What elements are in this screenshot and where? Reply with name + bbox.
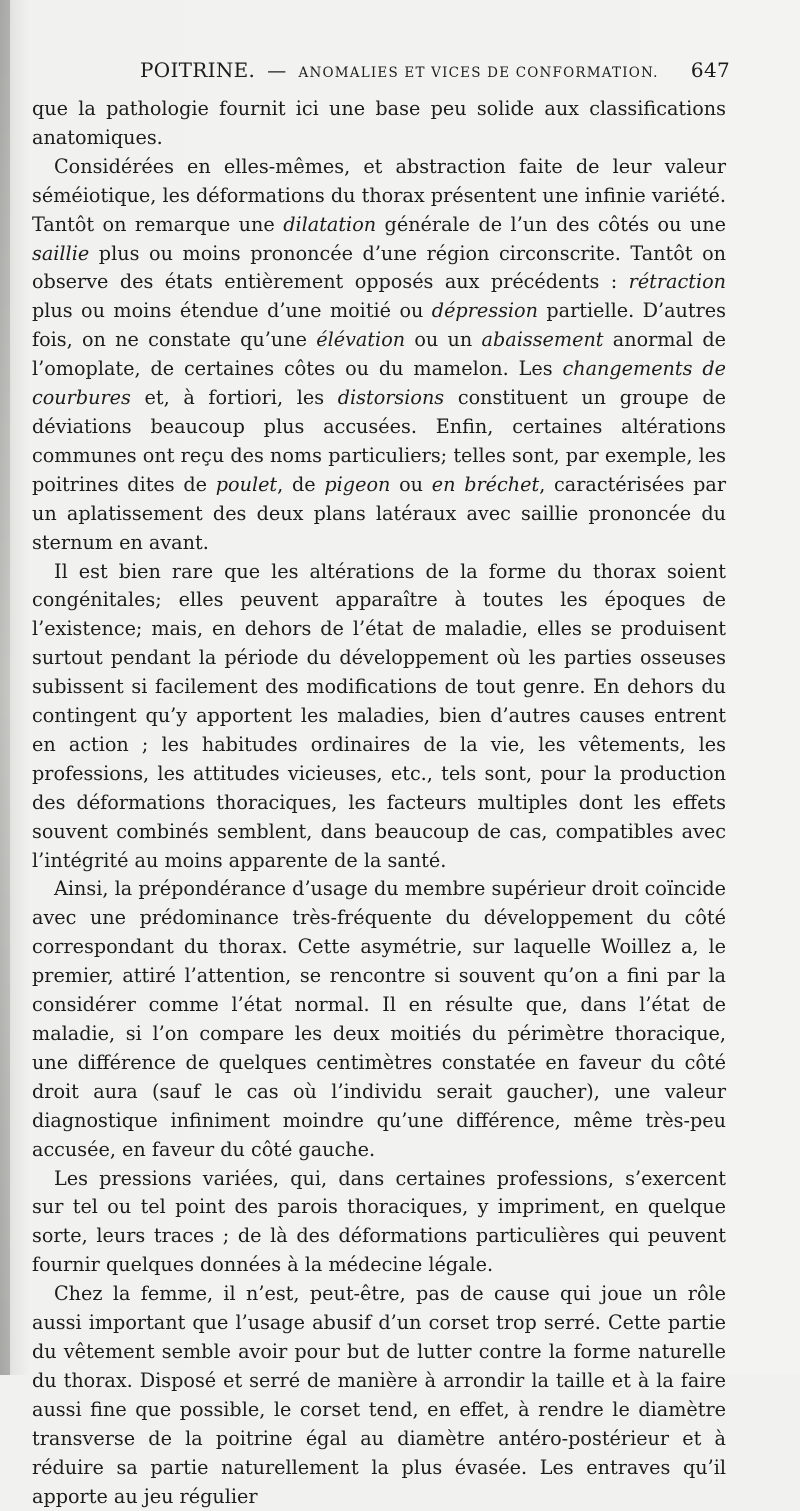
italic-term: distorsions (337, 386, 445, 410)
italic-term: dépression (431, 299, 538, 323)
paragraph (32, 153, 726, 558)
paragraph (32, 95, 726, 153)
text-run: ou un (405, 328, 482, 352)
italic-term: changements de courbures (32, 357, 726, 410)
paragraph (32, 1165, 726, 1281)
text-run: que la pathologie fournit ici une base peu solide aux classifications anatomiques. (32, 97, 726, 149)
text-run: Il est bien rare que les altérations de la forme du thorax soient congénitales; elles peuvent apparaître à toutes les époques de l’existence; mais, en dehors de l’état de maladie, elles se produisent surtout pendant la période du développement où les parties osseuses subissent si facilement des modifications de tout genre. En dehors du contingent qu’y apportent les maladies, bien d’autres causes entrent en action ; les habitudes ordinaires de la vie, les vêtements, les professions, les attitudes vicieuses, etc., tels sont, pour la production des déformations thoraciques, les facteurs multiples dont les effets souvent combinés semblent, dans beaucoup de cas, compatibles avec l’intégrité au moins apparente de la santé. (32, 559, 726, 872)
text-run: plus ou moins prononcée d’une région circonscrite. Tantôt on observe des états entièrement opposés aux précédents : (32, 241, 726, 294)
text-run: générale de l’un des côtés ou une (376, 212, 726, 236)
italic-term: en bréchet (431, 472, 540, 496)
text-run: Chez la femme, il n’est, peut-être, pas de cause qui joue un rôle aussi important que l’usage abusif d’un corset trop serré. Cette partie du vêtement semble avoir pour but de lutter contre la forme naturelle du thorax. Disposé et serré de manière à arrondir la taille et à la faire aussi fine que possible, le corset tend, en effet, à rendre le diamètre transverse de la poitrine égal au diamètre antéro-postérieur et à réduire sa partie naturellement la plus évasée. Les entraves qu’il apporte au jeu régulier (32, 1282, 726, 1508)
italic-term: pigeon (324, 472, 391, 496)
header-dash: — (267, 60, 287, 82)
paragraph (32, 1280, 726, 1511)
italic-term: abaissement (481, 328, 604, 352)
italic-term: poulet (215, 472, 278, 496)
italic-term: saillie (32, 241, 90, 265)
header-title: POITRINE. (140, 58, 256, 82)
text-run: , caractérisées par un aplatissement des deux plans latéraux avec saillie prononcée du sternum en avant. (32, 472, 727, 554)
italic-term: rétraction (628, 270, 726, 294)
text-run: et, à fortiori, les (130, 386, 338, 410)
italic-term: élévation (316, 328, 406, 352)
paragraph (32, 558, 726, 876)
text-run: plus ou moins étendue d’une moitié ou (32, 299, 432, 323)
paragraph (32, 875, 726, 1164)
italic-term: dilatation (283, 212, 377, 236)
body-text (32, 95, 726, 1511)
page-spine-shadow (0, 0, 10, 1375)
text-run: anormal de l’omoplate, de certaines côtes ou du mamelon. Les (32, 328, 726, 381)
text-run: ou (390, 472, 432, 496)
text-run: , de (277, 472, 325, 496)
text-run: Les pressions variées, qui, dans certaines professions, s’exercent sur tel ou tel point des parois thoraciques, y impriment, en quelque sorte, leurs traces ; de là des déformations particulières qui peuvent fournir quelques données à la médecine légale. (32, 1166, 726, 1277)
header-subtitle: ANOMALIES ET VICES DE CONFORMATION. (298, 65, 659, 81)
text-run: Considérées en elles-mêmes, et abstraction faite de leur valeur séméiotique, les déformations du thorax présentent une infinie variété. Tantôt on remarque une (32, 154, 726, 236)
text-run: partielle. D’autres fois, on ne constate qu’une (32, 299, 726, 352)
page-number: 647 (690, 58, 730, 82)
text-run: constituent un groupe de déviations beaucoup plus accusées. Enfin, certaines altérations communes ont reçu des noms particuliers; telles sont, par exemple, les poitrines dites de (32, 386, 727, 496)
running-header (140, 58, 730, 82)
text-run: Ainsi, la prépondérance d’usage du membre supérieur droit coïncide avec une prédominance très-fréquente du développement du côté correspondant du thorax. Cette asymétrie, sur laquelle Woillez a, le premier, attiré l’attention, se rencontre si souvent qu’on a fini par la considérer comme l’état normal. Il en résulte que, dans l’état de maladie, si l’on compare les deux moitiés du périmètre thoracique, une différence de quelques centimètres constatée en faveur du côté droit aura (sauf le cas où l’individu serait gaucher), une valeur diagnostique infiniment moindre qu’une différence, même très-peu accusée, en faveur du côté gauche. (32, 877, 726, 1161)
